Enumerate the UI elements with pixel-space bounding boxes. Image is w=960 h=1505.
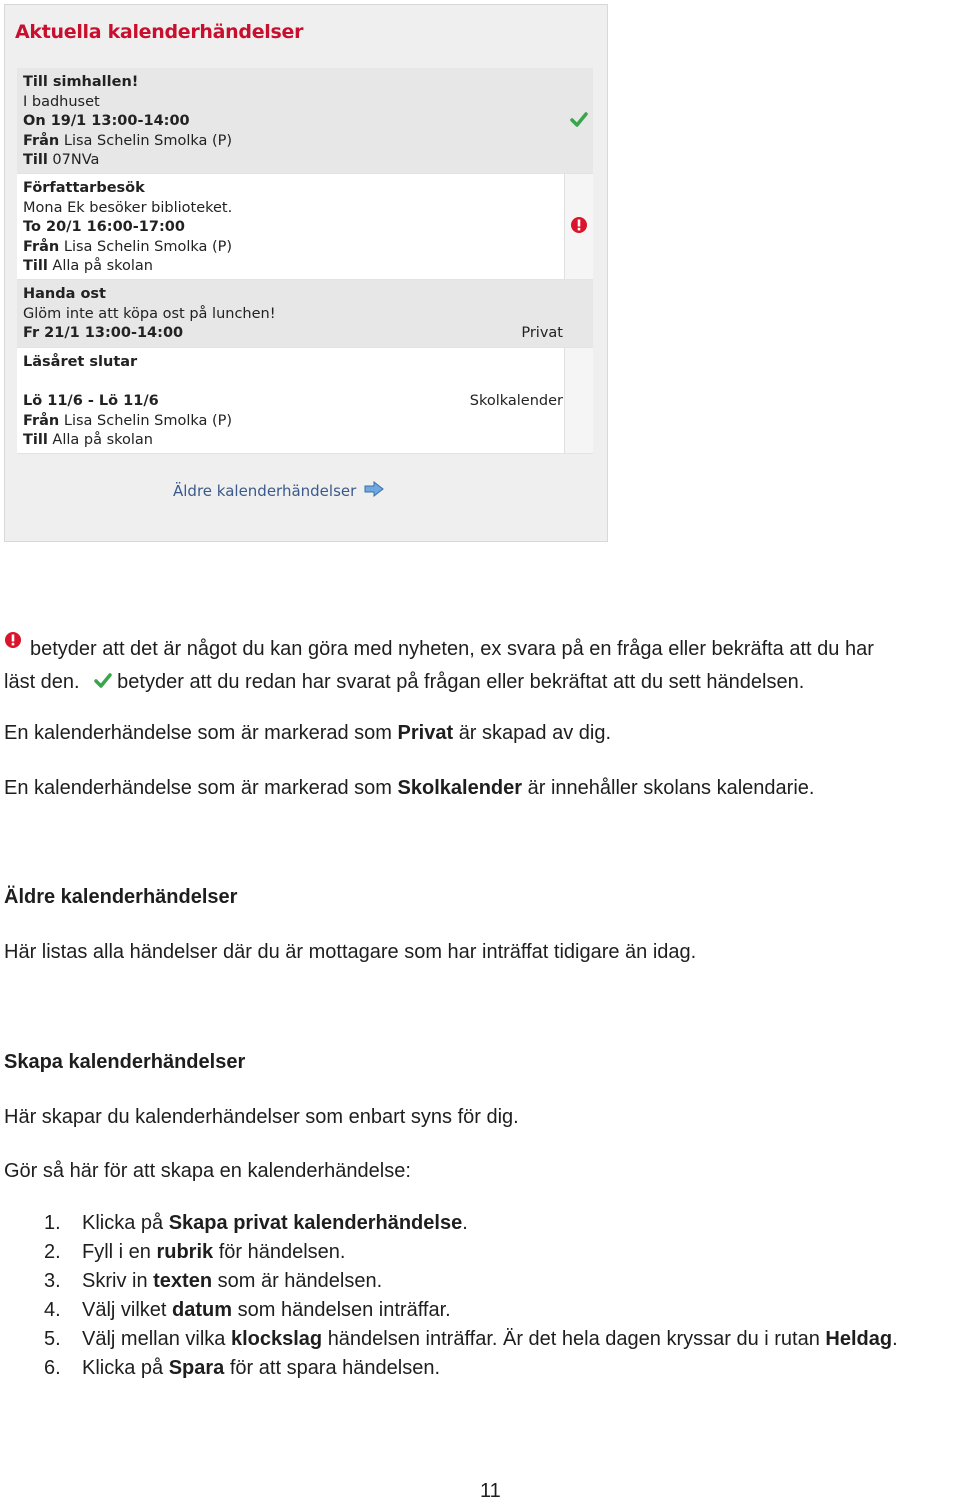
event-title: Handa ost [23, 286, 106, 302]
event-time: On 19/1 13:00-14:00 [23, 113, 190, 129]
step-item: 6. Klicka på Spara för att spara händelsen. [44, 1357, 441, 1379]
event-item[interactable] [17, 348, 593, 454]
event-time: Lö 11/6 - Lö 11/6 [23, 393, 159, 409]
privat-tag: Privat [521, 325, 563, 341]
event-sender: Lisa Schelin Smolka (P) [63, 238, 233, 255]
alert-icon [570, 216, 588, 241]
to-label: Till [23, 432, 48, 448]
widget-title: Aktuella kalenderhändelser [15, 21, 304, 43]
event-item[interactable] [17, 280, 593, 348]
event-title: Läsåret slutar [23, 354, 138, 370]
event-item[interactable] [17, 68, 593, 174]
from-label: Från [23, 132, 60, 149]
alert-icon [4, 627, 22, 660]
older-events-label: Äldre kalenderhändelser [173, 482, 357, 500]
step-item: 1. Klicka på Skapa privat kalenderhändelse. [44, 1212, 468, 1234]
create-events-text: Här skapar du kalenderhändelser som enbart syns för dig. [4, 1106, 519, 1128]
event-time: To 20/1 16:00-17:00 [23, 219, 185, 235]
event-item[interactable] [17, 174, 593, 280]
privat-paragraph: En kalenderhändelse som är markerad som Privat är skapad av dig. [4, 722, 612, 744]
event-recipient: Alla på skolan [52, 258, 154, 274]
skolkalender-tag: Skolkalender [469, 393, 563, 409]
older-events-text: Här listas alla händelser där du är mottagare som har inträffat tidigare än idag. [4, 941, 697, 963]
legend-alert-paragraph: betyder att det är något du kan göra med nyheten, ex svara på en fråga eller bekräfta att du har läst den. betyder att du redan har svarat på frågan eller bekräftat att du sett händelsen. [4, 627, 960, 701]
step-item: 5. Välj mellan vilka klockslag händelsen inträffar. Är det hela dagen kryssar du i rutan Heldag. [44, 1328, 898, 1350]
older-events-link[interactable] [173, 481, 384, 501]
event-recipient: 07NVa [52, 152, 100, 168]
event-description: I badhuset [23, 93, 100, 110]
check-icon [93, 668, 113, 701]
event-description [23, 373, 593, 393]
step-item: 4. Välj vilket datum som händelsen inträffar. [44, 1299, 451, 1321]
step-item: 3. Skriv in texten som är händelsen. [44, 1270, 383, 1292]
howto-text: Gör så här för att skapa en kalenderhändelse: [4, 1160, 411, 1182]
arrow-right-icon [364, 481, 384, 501]
older-events-heading: Äldre kalenderhändelser [4, 886, 238, 908]
step-item: 2. Fyll i en rubrik för händelsen. [44, 1241, 346, 1263]
event-description: Glöm inte att köpa ost på lunchen! [23, 305, 276, 322]
to-label: Till [23, 152, 48, 168]
to-label: Till [23, 258, 48, 274]
event-list [17, 68, 593, 454]
event-title: Till simhallen! [23, 74, 139, 90]
event-time: Fr 21/1 13:00-14:00 [23, 325, 184, 341]
calendar-widget [4, 4, 608, 542]
event-sender: Lisa Schelin Smolka (P) [63, 412, 233, 429]
event-title: Författarbesök [23, 180, 145, 196]
check-icon [570, 112, 588, 135]
skolkalender-paragraph: En kalenderhändelse som är markerad som Skolkalender är innehåller skolans kalendarie. [4, 777, 815, 799]
page-number: 11 [480, 1480, 501, 1502]
from-label: Från [23, 238, 60, 255]
event-sender: Lisa Schelin Smolka (P) [63, 132, 233, 149]
event-description: Mona Ek besöker biblioteket. [23, 199, 233, 216]
create-events-heading: Skapa kalenderhändelser [4, 1051, 246, 1073]
event-recipient: Alla på skolan [52, 432, 154, 448]
from-label: Från [23, 412, 60, 429]
steps-list [44, 1209, 898, 1383]
